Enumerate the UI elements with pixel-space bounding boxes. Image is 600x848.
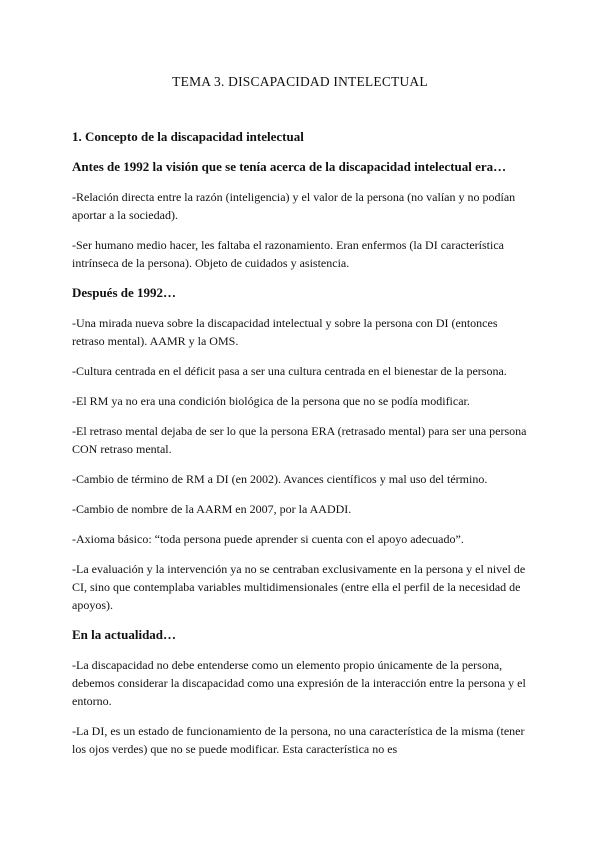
paragraph: -La evaluación y la intervención ya no se centraban exclusivamente en la persona y el nivel de CI, sino que contemplaba variables multidimensionales (entre ella el perfil de la necesidad de apoyos). bbox=[72, 562, 526, 612]
paragraph: -El RM ya no era una condición biológica de la persona que no se podía modificar. bbox=[72, 394, 470, 408]
paragraph: -La DI, es un estado de funcionamiento de la persona, no una característica de la misma (tener los ojos verdes) que no se puede modificar. Esta característica no es bbox=[72, 724, 525, 756]
paragraph: -Cultura centrada en el déficit pasa a ser una cultura centrada en el bienestar de la persona. bbox=[72, 364, 507, 378]
section-heading: 1. Concepto de la discapacidad intelectual bbox=[72, 129, 304, 144]
paragraph: -Cambio de nombre de la AARM en 2007, por la AADDI. bbox=[72, 502, 352, 516]
paragraph: -Una mirada nueva sobre la discapacidad intelectual y sobre la persona con DI (entonces retraso mental). AAMR y la OMS. bbox=[72, 316, 498, 348]
document-body bbox=[72, 128, 532, 770]
paragraph: -Ser humano medio hacer, les faltaba el razonamiento. Eran enfermos (la DI característica intrínseca de la persona). Objeto de cuidados y asistencia. bbox=[72, 238, 504, 270]
paragraph: -Axioma básico: “toda persona puede aprender si cuenta con el apoyo adecuado”. bbox=[72, 532, 464, 546]
subheading-after-1992: Después de 1992… bbox=[72, 285, 177, 300]
paragraph: -Relación directa entre la razón (inteligencia) y el valor de la persona (no valían y no podían aportar a la sociedad). bbox=[72, 190, 516, 222]
subheading-current: En la actualidad… bbox=[72, 627, 177, 642]
paragraph: -La discapacidad no debe entenderse como un elemento propio únicamente de la persona, debemos considerar la discapacidad como una expresión de la interacción entre la persona y el entorno. bbox=[72, 658, 526, 708]
page-title: TEMA 3. DISCAPACIDAD INTELECTUAL bbox=[172, 74, 428, 89]
paragraph: -Cambio de término de RM a DI (en 2002). Avances científicos y mal uso del término. bbox=[72, 472, 488, 486]
paragraph: -El retraso mental dejaba de ser lo que la persona ERA (retrasado mental) para ser una persona CON retraso mental. bbox=[72, 424, 527, 456]
subheading-before-1992: Antes de 1992 la visión que se tenía acerca de la discapacidad intelectual era… bbox=[72, 159, 507, 174]
